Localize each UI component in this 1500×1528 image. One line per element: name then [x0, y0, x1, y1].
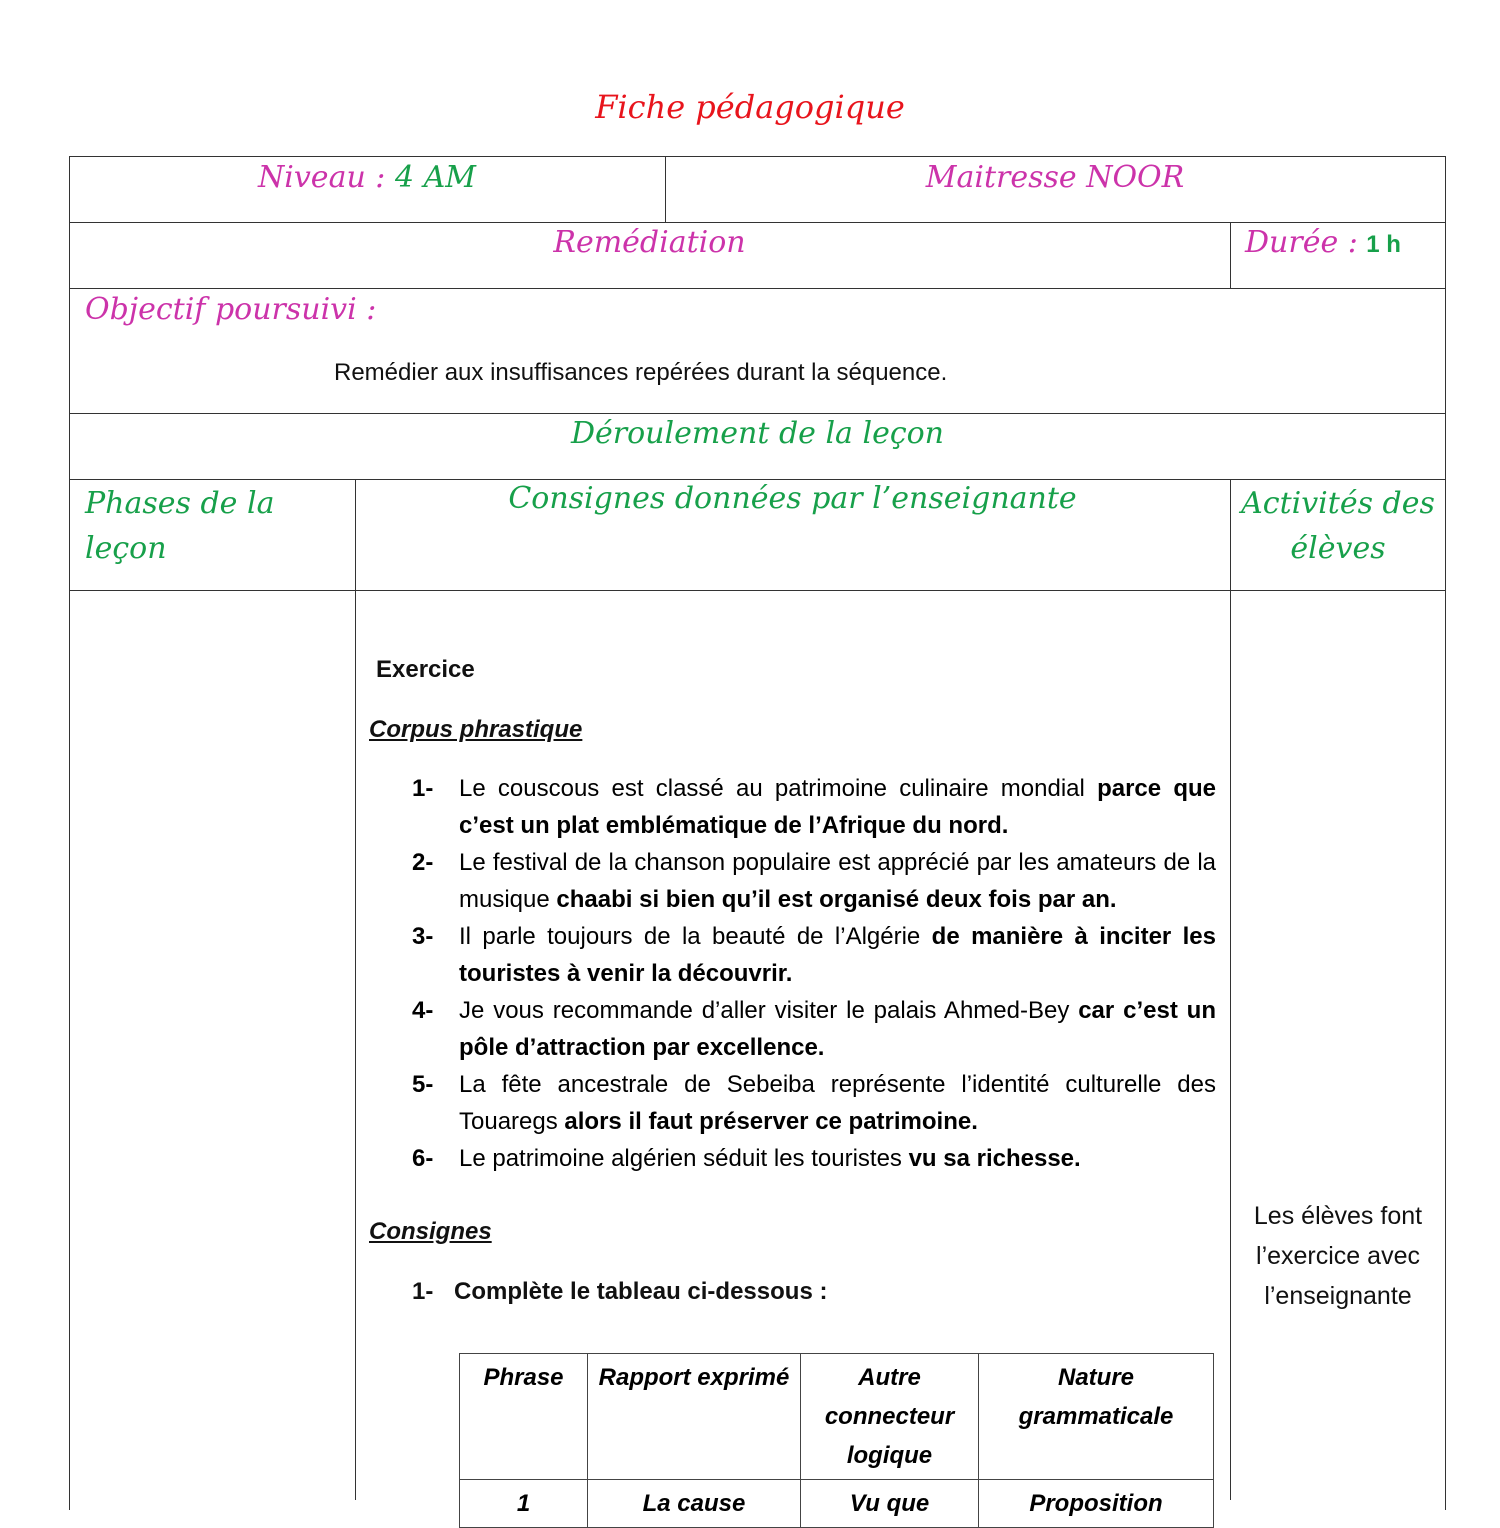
- corpus-item: 6- Le patrimoine algérien séduit les touristes vu sa richesse.: [412, 1145, 1081, 1172]
- consignes-title: Consignes: [369, 1218, 492, 1245]
- corpus-title: Corpus phrastique: [369, 716, 583, 743]
- consigne-text: Complète le tableau ci-dessous :: [454, 1278, 828, 1305]
- niveau-value: 4 AM: [394, 160, 476, 195]
- page-title: Fiche pédagogique: [595, 88, 905, 126]
- divider: [1230, 222, 1231, 288]
- corpus-list: [412, 770, 1216, 1177]
- table-header-row: [460, 1354, 1214, 1480]
- column-activites: Activités des élèves: [1241, 486, 1435, 566]
- deroulement-title: Déroulement de la leçon: [570, 416, 945, 451]
- corpus-item: 3- Il parle toujours de la beauté de l’Algérie de manière à inciter les touristes à venir la découvrir.: [412, 923, 1216, 987]
- niveau-cell: [69, 160, 665, 195]
- table-cell: La cause: [588, 1480, 801, 1528]
- duree-value: 1 h: [1366, 231, 1401, 258]
- objectif-label: Objectif poursuivi :: [85, 292, 377, 327]
- table-cell: Proposition: [979, 1480, 1214, 1528]
- header-connecteur: Autre connecteur logique: [801, 1354, 979, 1480]
- table-row: [460, 1480, 1214, 1528]
- corpus-item: 2- Le festival de la chanson populaire est apprécié par les amateurs de la musique chaabi si bien qu’il est organisé deux fois par an.: [412, 849, 1216, 913]
- duree-cell: [1245, 225, 1401, 260]
- header-nature: Nature grammaticale: [979, 1354, 1214, 1480]
- teacher-name: Maitresse NOOR: [925, 160, 1185, 195]
- exercise-table: [459, 1353, 1214, 1528]
- activites-text: Les élèves font l’exercice avec l’enseignante: [1253, 1202, 1423, 1310]
- column-consignes: Consignes données par l’enseignante: [508, 481, 1077, 516]
- column-phases: Phases de la leçon: [85, 486, 275, 566]
- consigne-1: [412, 1278, 827, 1306]
- corpus-item: 4- Je vous recommande d’aller visiter le palais Ahmed-Bey car c’est un pôle d’attraction par excellence.: [412, 997, 1216, 1061]
- exercice-title: Exercice: [376, 656, 475, 683]
- lesson-title: Remédiation: [553, 225, 746, 260]
- corpus-item: 5- La fête ancestrale de Sebeiba représente l’identité culturelle des Touaregs alors il faut préserver ce patrimoine.: [412, 1071, 1216, 1135]
- table-cell: 1: [460, 1480, 588, 1528]
- table-cell: Vu que: [801, 1480, 979, 1528]
- consigne-number: 1-: [412, 1278, 434, 1305]
- header-phrase: Phrase: [460, 1354, 588, 1480]
- header-rapport: Rapport exprimé: [588, 1354, 801, 1480]
- duree-label: Durée :: [1245, 225, 1358, 260]
- corpus-item: 1- Le couscous est classé au patrimoine culinaire mondial parce que c’est un plat emblématique de l’Afrique du nord.: [412, 775, 1216, 839]
- niveau-label: Niveau :: [258, 160, 386, 195]
- objectif-text: Remédier aux insuffisances repérées durant la séquence.: [334, 359, 948, 386]
